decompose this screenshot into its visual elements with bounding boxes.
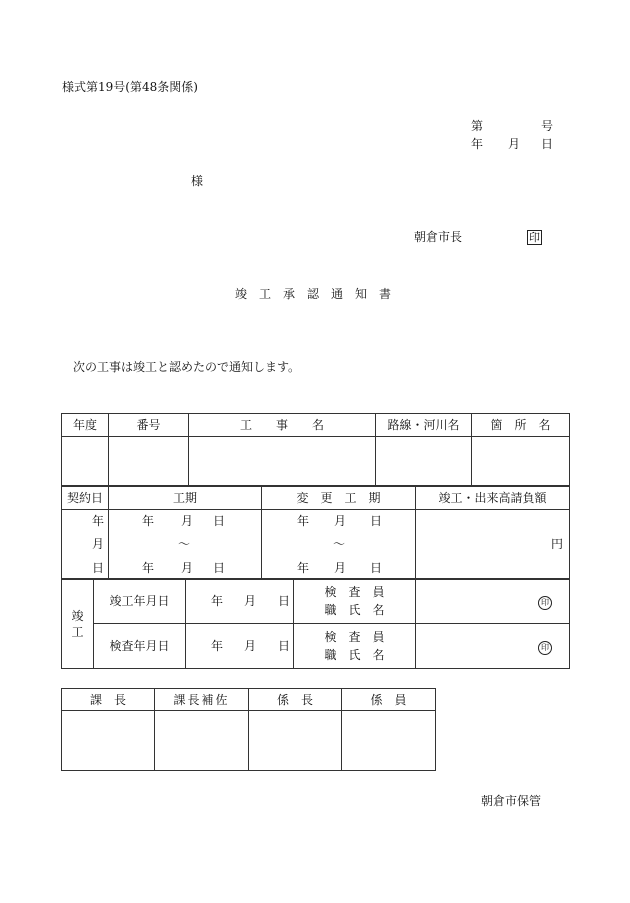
document-body: 次の工事は竣工と認めたので通知します。 (73, 360, 301, 374)
period-start-month: 月 (181, 514, 194, 528)
inspection-day: 日 (278, 639, 291, 653)
doc-number-suffix: 号 (541, 119, 554, 133)
inspector-label: 検 査 員 (324, 585, 385, 599)
completion-label-text: 竣工 (71, 608, 84, 639)
addressee-suffix: 様 (191, 174, 204, 188)
header-changed-period: 変 更 工 期 (262, 487, 416, 510)
header-work-name: 工 事 名 (189, 414, 376, 437)
date-day-label: 日 (541, 137, 554, 151)
approval-subsection-chief: 係 長 (249, 689, 342, 711)
date-year-label: 年 (471, 137, 484, 151)
seal-stamp: 印 (529, 231, 540, 244)
cell-work-name[interactable] (189, 437, 376, 486)
period-end-year: 年 (142, 561, 155, 575)
doc-number-prefix: 第 (471, 119, 484, 133)
inspection-date-label: 検査年月日 (94, 624, 186, 669)
approval-stamp-subsection-chief[interactable] (249, 711, 342, 771)
changed-start-day: 日 (370, 514, 383, 528)
inspection-month: 月 (244, 639, 257, 653)
cell-route[interactable] (376, 437, 472, 486)
completion-date-cell[interactable] (186, 579, 294, 624)
cell-period[interactable] (109, 510, 262, 580)
form-reference: 様式第19号(第48条関係) (62, 80, 198, 94)
inspector-name-label: 職 氏 名 (324, 648, 385, 662)
work-info-table (61, 413, 570, 486)
document-title: 竣工承認通知書 (235, 287, 404, 301)
completion-month: 月 (244, 594, 257, 608)
changed-start-month: 月 (334, 514, 347, 528)
header-number: 番号 (109, 414, 189, 437)
cell-fiscal-year[interactable] (62, 437, 109, 486)
inspection-year: 年 (211, 639, 224, 653)
inspection-inspector-cell[interactable] (416, 624, 570, 669)
completion-seal (538, 594, 552, 610)
changed-end-month: 月 (334, 561, 347, 575)
storage-note: 朝倉市保管 (481, 794, 542, 808)
completion-inspector-label (294, 579, 416, 624)
cell-number[interactable] (109, 437, 189, 486)
contract-day-label: 日 (92, 561, 105, 575)
completion-day: 日 (278, 594, 291, 608)
changed-end-day: 日 (370, 561, 383, 575)
cell-amount[interactable] (416, 510, 570, 580)
cell-location[interactable] (472, 437, 570, 486)
yen-unit: 円 (550, 537, 563, 551)
period-wave: 〜 (178, 537, 191, 551)
contract-month-label: 月 (92, 537, 105, 551)
inspection-seal (538, 639, 552, 655)
approval-table (61, 688, 436, 771)
approval-stamp-staff[interactable] (342, 711, 436, 771)
approval-section-chief: 課 長 (62, 689, 155, 711)
approval-staff: 係 員 (342, 689, 436, 711)
inspection-date-cell[interactable] (186, 624, 294, 669)
header-fiscal-year: 年度 (62, 414, 109, 437)
approval-deputy-chief: 課長補佐 (155, 689, 249, 711)
header-amount: 竣工・出来高請負額 (416, 487, 570, 510)
approval-stamp-deputy-chief[interactable] (155, 711, 249, 771)
date-month-label: 月 (508, 137, 521, 151)
period-start-year: 年 (142, 514, 155, 528)
issuer-name: 朝倉市長 (414, 230, 463, 244)
header-period: 工期 (109, 487, 262, 510)
approval-stamp-section-chief[interactable] (62, 711, 155, 771)
contract-year-label: 年 (92, 514, 105, 528)
completion-table (61, 578, 570, 669)
changed-start-year: 年 (297, 514, 310, 528)
inspector-label: 検 査 員 (324, 630, 385, 644)
completion-date-label: 竣工年月日 (94, 579, 186, 624)
seal-circle: 印 (538, 641, 552, 655)
changed-end-year: 年 (297, 561, 310, 575)
header-route: 路線・河川名 (376, 414, 472, 437)
period-end-day: 日 (213, 561, 226, 575)
cell-changed-period[interactable] (262, 510, 416, 580)
completion-label (62, 579, 94, 669)
completion-inspector-cell[interactable] (416, 579, 570, 624)
issuer-seal (527, 230, 542, 245)
inspection-inspector-label (294, 624, 416, 669)
period-end-month: 月 (181, 561, 194, 575)
inspector-name-label: 職 氏 名 (324, 603, 385, 617)
header-location: 箇 所 名 (472, 414, 570, 437)
period-start-day: 日 (213, 514, 226, 528)
contract-table (61, 486, 570, 580)
cell-contract-date[interactable] (62, 510, 109, 580)
changed-wave: 〜 (333, 537, 346, 551)
seal-circle: 印 (538, 596, 552, 610)
header-contract-date: 契約日 (62, 487, 109, 510)
completion-year: 年 (211, 594, 224, 608)
